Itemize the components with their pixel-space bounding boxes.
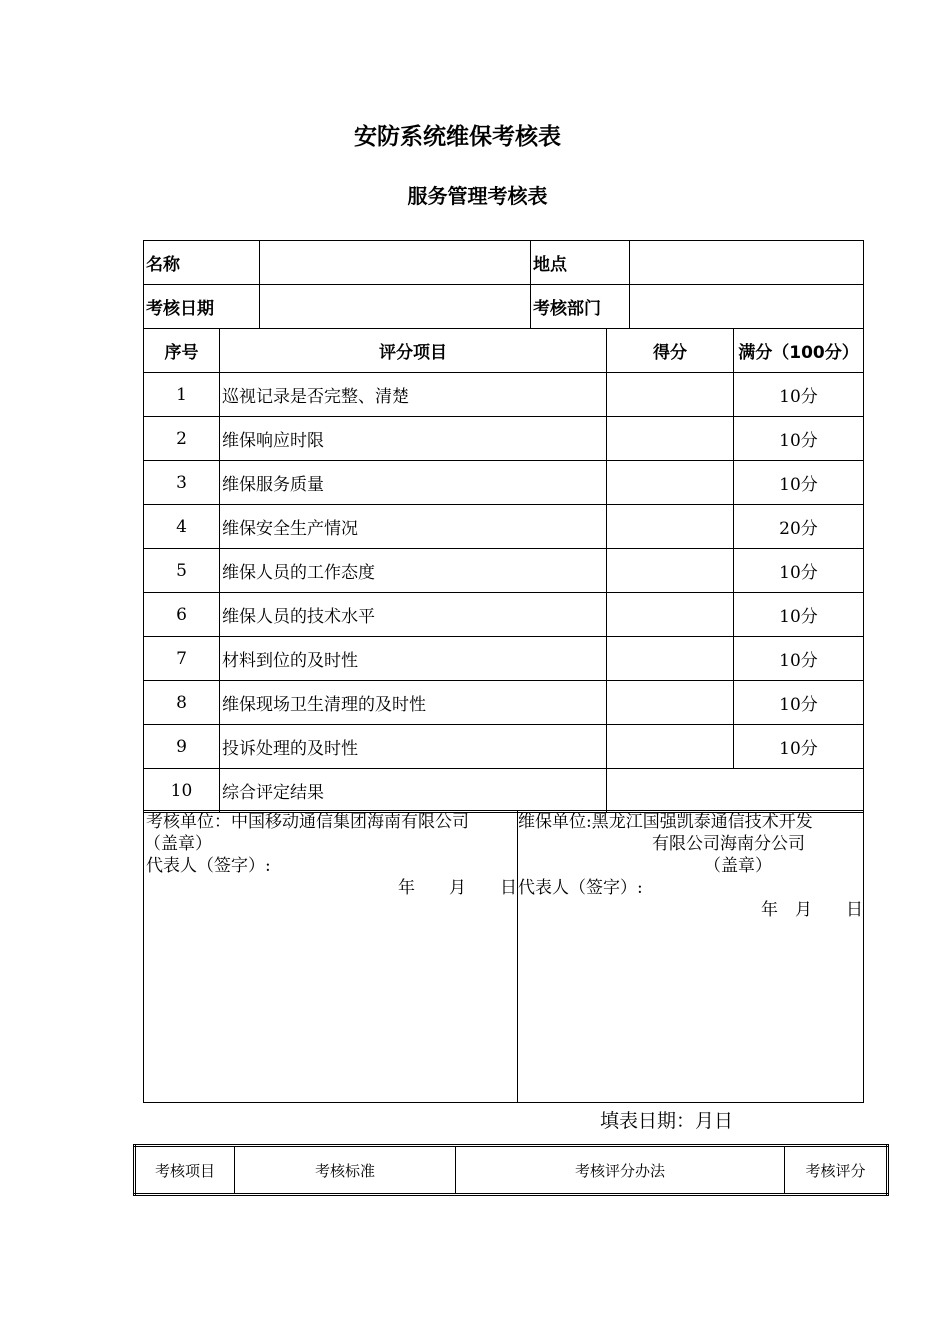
row-item: 维保现场卫生清理的及时性 <box>220 681 607 725</box>
table-row <box>144 373 864 417</box>
signature-table <box>143 810 864 1103</box>
location-field[interactable] <box>630 241 864 285</box>
table-row <box>144 505 864 549</box>
criteria-header-score: 考核评分 <box>785 1146 888 1195</box>
final-no: 10 <box>144 769 220 813</box>
table-row <box>144 725 864 769</box>
dept-field[interactable] <box>630 285 864 329</box>
row-full: 10分 <box>734 725 864 769</box>
maintainer-unit-line2: 有限公司海南分公司 <box>652 834 805 854</box>
header-item: 评分项目 <box>220 329 607 373</box>
row-full: 10分 <box>734 373 864 417</box>
criteria-header-item: 考核项目 <box>135 1146 235 1195</box>
row-no: 8 <box>144 681 220 725</box>
row-no: 9 <box>144 725 220 769</box>
table-row-final <box>144 769 864 813</box>
criteria-header-method: 考核评分办法 <box>456 1146 785 1195</box>
row-score[interactable] <box>607 637 734 681</box>
assessor-rep: 代表人（签字）: <box>146 856 271 876</box>
row-full: 10分 <box>734 593 864 637</box>
row-no: 1 <box>144 373 220 417</box>
row-item: 维保人员的工作态度 <box>220 549 607 593</box>
final-result[interactable] <box>607 769 864 813</box>
row-score[interactable] <box>607 505 734 549</box>
row-full: 10分 <box>734 417 864 461</box>
row-item: 巡视记录是否完整、清楚 <box>220 373 607 417</box>
assessor-date: 年 月 日 <box>398 878 517 898</box>
name-field[interactable] <box>260 241 531 285</box>
row-score[interactable] <box>607 725 734 769</box>
row-full: 10分 <box>734 681 864 725</box>
final-item: 综合评定结果 <box>220 769 607 813</box>
assessor-signature-cell[interactable] <box>144 811 518 1103</box>
score-table <box>143 328 864 813</box>
location-label: 地点 <box>531 241 630 285</box>
date-label: 考核日期 <box>144 285 260 329</box>
info-table <box>143 240 864 329</box>
row-full: 10分 <box>734 637 864 681</box>
row-score[interactable] <box>607 549 734 593</box>
date-field[interactable] <box>260 285 531 329</box>
row-score[interactable] <box>607 593 734 637</box>
header-no: 序号 <box>144 329 220 373</box>
table-row <box>144 593 864 637</box>
row-item: 维保人员的技术水平 <box>220 593 607 637</box>
row-item: 维保响应时限 <box>220 417 607 461</box>
row-no: 4 <box>144 505 220 549</box>
assessor-stamp: （盖章） <box>144 834 212 854</box>
header-full: 满分（100分） <box>734 329 864 373</box>
dept-label: 考核部门 <box>531 285 630 329</box>
maintainer-date: 年 月 日 <box>761 900 863 920</box>
row-item: 投诉处理的及时性 <box>220 725 607 769</box>
table-row <box>144 681 864 725</box>
maintainer-signature-cell[interactable] <box>518 811 864 1103</box>
maintainer-unit: 维保单位:黑龙江国强凯泰通信技术开发 <box>518 812 813 832</box>
document-subtitle: 服务管理考核表 <box>407 184 548 208</box>
row-no: 2 <box>144 417 220 461</box>
row-score[interactable] <box>607 373 734 417</box>
row-score[interactable] <box>607 417 734 461</box>
row-no: 7 <box>144 637 220 681</box>
table-row <box>144 549 864 593</box>
row-score[interactable] <box>607 681 734 725</box>
header-score: 得分 <box>607 329 734 373</box>
row-no: 3 <box>144 461 220 505</box>
fill-date: 填表日期：月日 <box>600 1110 734 1132</box>
row-score[interactable] <box>607 461 734 505</box>
row-item: 维保安全生产情况 <box>220 505 607 549</box>
row-full: 20分 <box>734 505 864 549</box>
row-no: 5 <box>144 549 220 593</box>
row-full: 10分 <box>734 461 864 505</box>
criteria-header-standard: 考核标准 <box>235 1146 456 1195</box>
row-no: 6 <box>144 593 220 637</box>
table-row <box>144 417 864 461</box>
criteria-table <box>133 1144 889 1196</box>
name-label: 名称 <box>144 241 260 285</box>
maintainer-stamp: （盖章） <box>704 856 772 876</box>
row-item: 材料到位的及时性 <box>220 637 607 681</box>
assessor-unit: 考核单位：中国移动通信集团海南有限公司 <box>146 812 469 832</box>
table-row <box>144 637 864 681</box>
row-item: 维保服务质量 <box>220 461 607 505</box>
row-full: 10分 <box>734 549 864 593</box>
table-row <box>144 461 864 505</box>
maintainer-rep: 代表人（签字）: <box>518 878 643 898</box>
document-title: 安防系统维保考核表 <box>354 124 561 150</box>
